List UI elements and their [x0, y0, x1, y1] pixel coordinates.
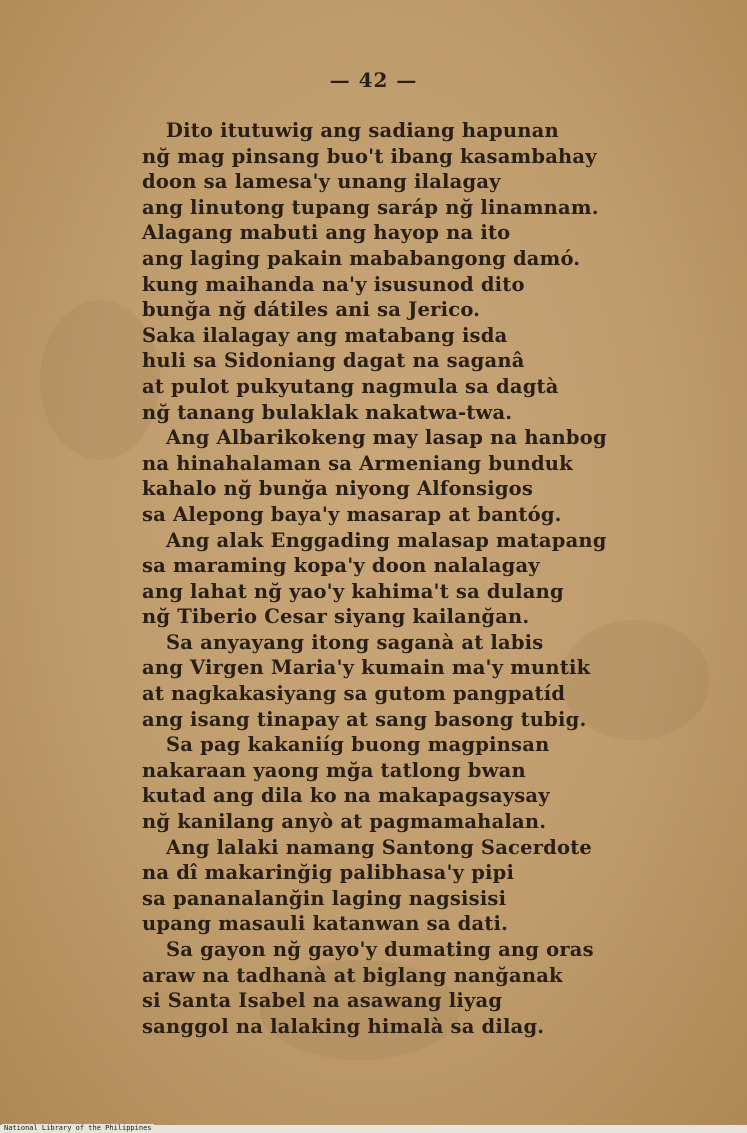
stanza — [142, 937, 642, 1039]
poem-line: si Santa Isabel na asawang liyag — [142, 989, 503, 1013]
poem-line: ang lahat nğ yao'y kahima't sa dulang — [142, 579, 564, 603]
poem-line: ang laging pakain mababangong damó. — [142, 246, 581, 270]
poem-line: at nagkakasiyang sa gutom pangpatíd — [142, 682, 566, 706]
poem-line: ang isang tinapay at sang basong tubig. — [142, 707, 587, 731]
poem-line: ang linutong tupang saráp nğ linamnam. — [142, 195, 599, 219]
poem-line: Saka ilalagay ang matabang isda — [142, 323, 508, 347]
poem-line: nğ mag pinsang buo't ibang kasambahay — [142, 144, 597, 168]
poem-line: Sa pag kakaniíg buong magpinsan — [166, 733, 550, 757]
poem-line: Sa anyayang itong saganà at labis — [166, 630, 544, 654]
stanza — [142, 630, 642, 732]
poem-line: kutad ang dila ko na makapagsaysay — [142, 784, 550, 808]
poem-line: Sa gayon nğ gayo'y dumating ang oras — [166, 938, 594, 961]
poem-line: sa maraming kopa'y doon nalalagay — [142, 554, 540, 578]
stanza — [142, 220, 642, 322]
poem-line: kahalo nğ bunğa niyong Alfonsigos — [142, 477, 534, 501]
poem-line: huli sa Sidoniang dagat na saganâ — [142, 349, 525, 373]
poem-line: nakaraan yaong mğa tatlong bwan — [142, 758, 526, 782]
stanza — [142, 835, 642, 937]
poem-line: sa pananalanğin laging nagsisisi — [142, 886, 507, 910]
stanza — [142, 425, 642, 527]
poem-line: Alagang mabuti ang hayop na ito — [142, 221, 511, 245]
poem-line: nğ tanang bulaklak nakatwa-twa. — [142, 400, 513, 424]
poem-body — [142, 118, 642, 1039]
page-number: — 42 — — [329, 68, 418, 92]
poem-line: na dî makarinğig palibhasa'y pipi — [142, 861, 515, 885]
poem-line: sa Alepong baya'y masarap at bantóg. — [142, 502, 562, 526]
poem-line: doon sa lamesa'y unang ilalagay — [142, 170, 501, 194]
poem-line: upang masauli katanwan sa dati. — [142, 912, 509, 936]
poem-line: bunğa nğ dátiles ani sa Jerico. — [142, 298, 481, 322]
poem-line: nğ Tiberio Cesar siyang kailanğan. — [142, 605, 530, 629]
poem-line: Ang alak Enggading malasap matapang — [166, 528, 607, 552]
stanza — [142, 528, 642, 630]
poem-line: at pulot pukyutang nagmula sa dagtà — [142, 374, 559, 398]
stanza — [142, 323, 642, 425]
poem-line: Ang lalaki namang Santong Sacerdote — [166, 835, 593, 859]
poem-line: Ang Albarikokeng may lasap na hanbog — [166, 426, 607, 450]
library-watermark: National Library of the Philippines — [4, 1124, 152, 1132]
poem-line: Dito itutuwig ang sadiang hapunan — [166, 119, 559, 142]
poem-line: sanggol na lalaking himalà sa dilag. — [142, 1014, 545, 1038]
poem-line: nğ kanilang anyò at pagmamahalan. — [142, 810, 547, 834]
poem-line: kung maihanda na'y isusunod dito — [142, 272, 525, 296]
poem-line: na hinahalaman sa Armeniang bunduk — [142, 451, 573, 475]
poem-line: araw na tadhanà at biglang nanğanak — [142, 963, 563, 987]
poem-line: ang Virgen Maria'y kumain ma'y muntik — [142, 656, 591, 680]
stanza — [142, 118, 642, 220]
stanza — [142, 732, 642, 834]
